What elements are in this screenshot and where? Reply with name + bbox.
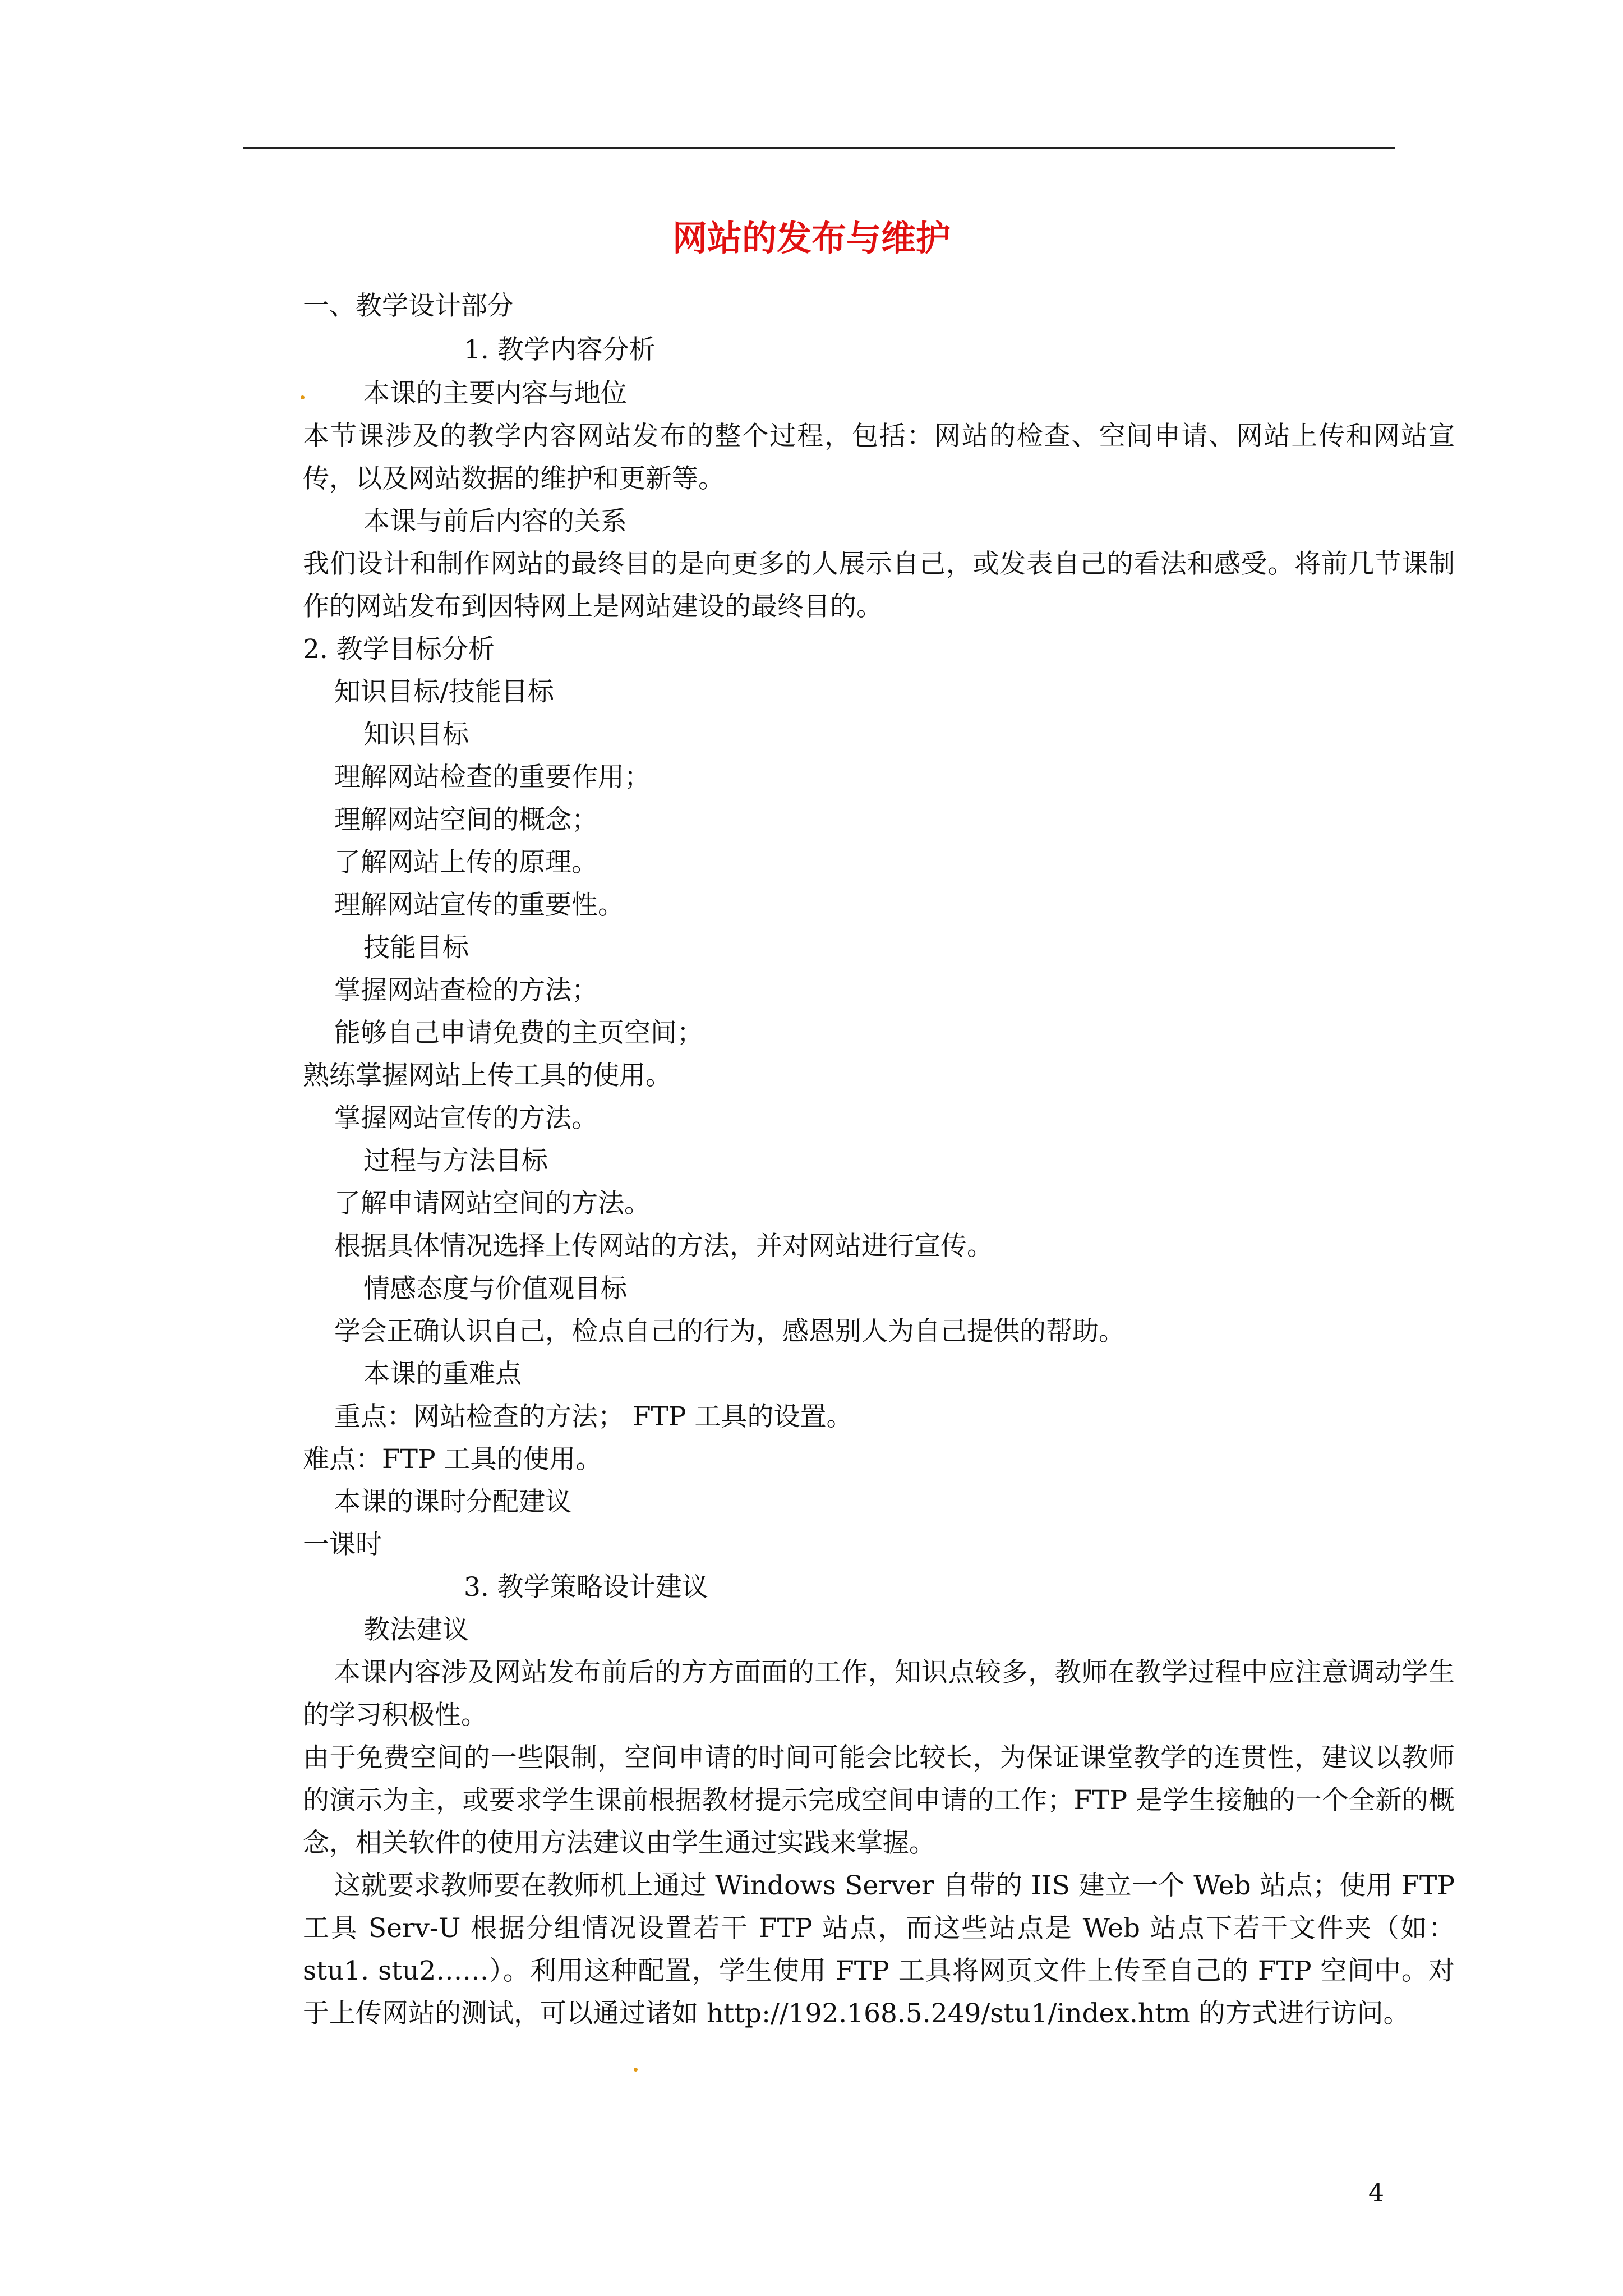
list-item: 能够自己申请免费的主页空间； (334, 1018, 703, 1048)
topic-heading: 知识目标 (363, 719, 469, 750)
topic-heading: 教法建议 (363, 1614, 469, 1645)
list-item: 一课时 (303, 1529, 382, 1560)
list-item: 难点：FTP 工具的使用。 (303, 1444, 602, 1475)
topic-heading: 知识目标/技能目标 (334, 677, 554, 707)
list-item: 学会正确认识自己，检点自己的行为，感恩别人为自己提供的帮助。 (334, 1316, 1125, 1347)
topic-heading: 本课与前后内容的关系 (363, 506, 627, 537)
subsection-heading: 3. 教学策略设计建议 (464, 1572, 708, 1603)
list-item: 了解网站上传的原理。 (334, 847, 598, 878)
list-item: 理解网站宣传的重要性。 (334, 890, 624, 921)
topic-heading: 情感态度与价值观目标 (363, 1273, 627, 1304)
page-title: 网站的发布与维护 (672, 218, 951, 259)
page-number: 4 (1368, 2179, 1384, 2207)
list-item: 理解网站检查的重要作用； (334, 762, 651, 793)
paragraph: 本节课涉及的教学内容网站发布的整个过程，包括：网站的检查、空间申请、网站上传和网站宣传，以及网站数据的维护和更新等。 (303, 421, 1455, 494)
paragraph: 这就要求教师要在教师机上通过 Windows Server 自带的 IIS 建立一个 Web 站点；使用 FTP 工具 Serv-U 根据分组情况设置若干 FTP 站点，而这些站点是 Web 站点下若干文件夹（如：stu1. stu2……）。利用这种配置，学生使用 FTP 工具将网页文件上传至自己的 FTP 空间中。对于上传网站的测试，可以通过诸如 http://192.168.5.249/stu1/index.htm 的方式进行访问。 (303, 1870, 1455, 2029)
marker-dot (301, 395, 305, 399)
header-rule (243, 147, 1395, 149)
subsection-heading: 2. 教学目标分析 (303, 634, 495, 665)
topic-heading: 过程与方法目标 (363, 1145, 548, 1176)
topic-heading: 本课的重难点 (363, 1359, 522, 1389)
section-heading: 一、教学设计部分 (303, 291, 514, 321)
list-item: 理解网站空间的概念； (334, 804, 598, 835)
topic-heading: 技能目标 (363, 932, 469, 963)
list-item: 根据具体情况选择上传网站的方法，并对网站进行宣传。 (334, 1231, 993, 1262)
list-item: 掌握网站宣传的方法。 (334, 1103, 598, 1134)
paragraph: 我们设计和制作网站的最终目的是向更多的人展示自己，或发表自己的看法和感受。将前几节课制作的网站发布到因特网上是网站建设的最终目的。 (303, 549, 1455, 622)
marker-dot (634, 2068, 638, 2072)
paragraph: 本课内容涉及网站发布前后的方方面面的工作，知识点较多，教师在教学过程中应注意调动学生的学习积极性。 (303, 1657, 1455, 1731)
list-item: 了解申请网站空间的方法。 (334, 1188, 651, 1219)
paragraph: 由于免费空间的一些限制，空间申请的时间可能会比较长，为保证课堂教学的连贯性，建议以教师的演示为主，或要求学生课前根据教材提示完成空间申请的工作；FTP 是学生接触的一个全新的概念，相关软件的使用方法建议由学生通过实践来掌握。 (303, 1742, 1455, 1858)
topic-heading: 本课的主要内容与地位 (363, 378, 627, 409)
subsection-heading: 1. 教学内容分析 (464, 334, 656, 365)
list-item: 掌握网站查检的方法； (334, 975, 598, 1006)
list-item: 熟练掌握网站上传工具的使用。 (303, 1060, 672, 1091)
list-item: 重点：网站检查的方法； FTP 工具的设置。 (334, 1401, 853, 1432)
topic-heading: 本课的课时分配建议 (334, 1487, 571, 1517)
